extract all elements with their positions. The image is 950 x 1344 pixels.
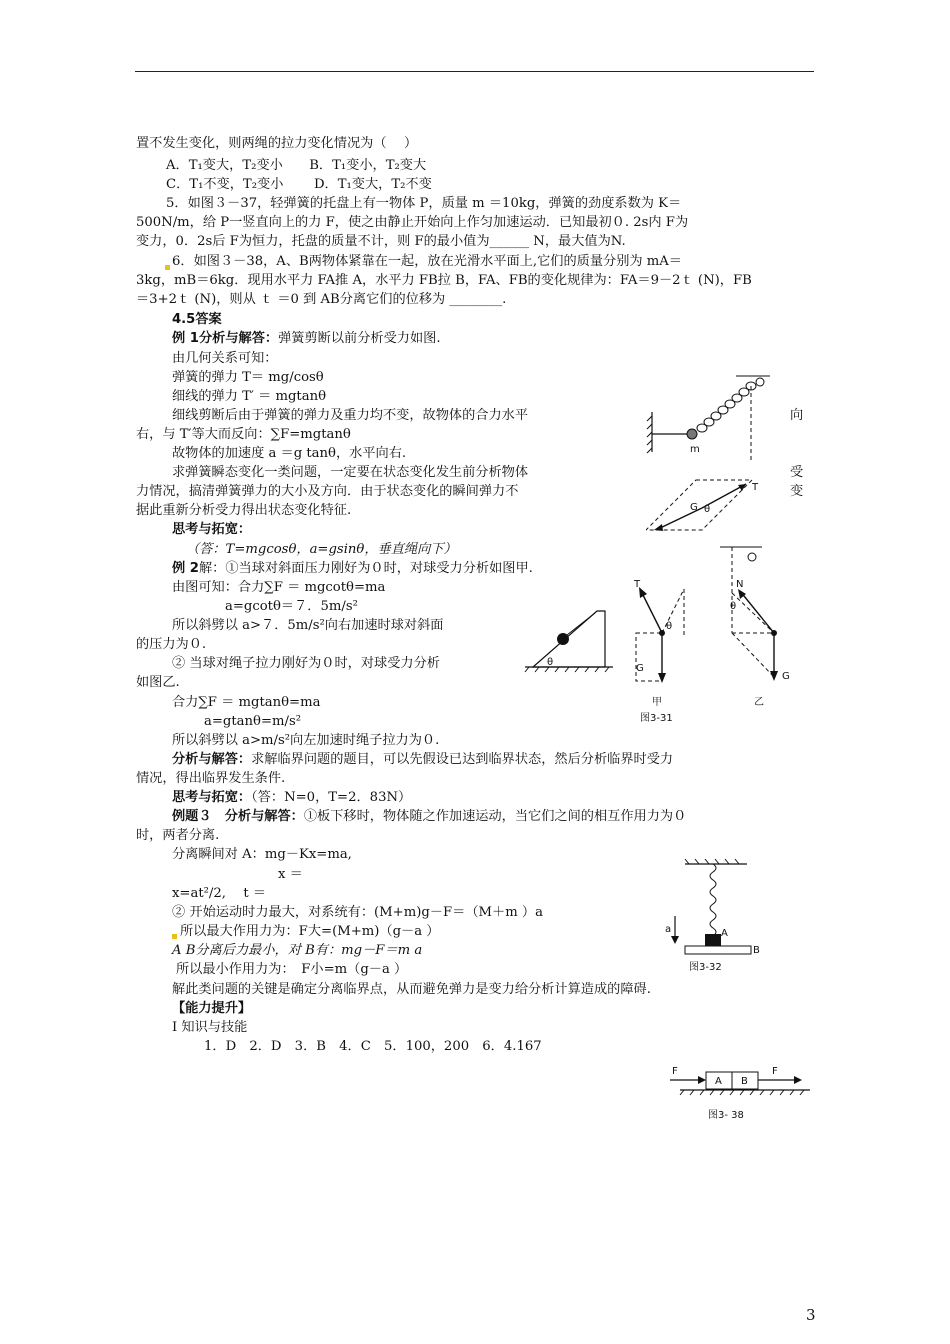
example-3-line	[172, 808, 686, 826]
text-line: 时，两者分离.	[136, 828, 220, 843]
fig338-FB-label: F	[772, 1066, 778, 1077]
option-line: A．T₁变大，T₂变小 B．T₁变小，T₂变大	[166, 158, 427, 173]
text-line: a=gtanθ=m/s²	[204, 714, 302, 729]
text-line: 故物体的加速度 a ＝g tanθ，水平向右.	[172, 446, 407, 461]
fig331-N-label: N	[736, 579, 744, 590]
text-line: 置不发生变化，则两绳的拉力变化情况为（ ）	[136, 136, 418, 151]
fig332-a-label: a	[665, 924, 672, 935]
spring-ball-figure	[644, 372, 772, 468]
analysis-text: 求解临界问题的题目，可以先假设已达到临界状态，然后分析临界时受力	[251, 752, 674, 767]
text-line: ＝3+2ｔ (N)，则从 ｔ ＝0 到 AB分离它们的位移为 ________.	[136, 292, 507, 307]
page-number: 3	[806, 1306, 816, 1324]
text-line: 力情况，搞清弹簧弹力的大小及方向．由于状态变化的瞬间弹力不	[136, 484, 519, 499]
section-heading: 4.5答案	[172, 312, 222, 327]
header-rule	[135, 71, 814, 72]
answer-key: 1．D 2．D 3．B 4．C 5．100，200 6．4.167	[204, 1039, 542, 1054]
figure-3-31	[632, 545, 802, 725]
text-line: 由图可知：合力∑F ＝ mgcotθ=ma	[172, 580, 386, 595]
think-heading: 思考与拓宽：	[172, 522, 252, 537]
text-line: 受	[790, 465, 804, 480]
text-line: 如图乙.	[136, 675, 180, 690]
fig1-theta-label: θ	[704, 504, 711, 515]
problem-5: 5．如图３－37，轻弹簧的托盘上有一物体 P，质量 m ＝10kg，弹簧的劲度系数为 K＝	[166, 196, 682, 211]
figure-3-38	[668, 1062, 818, 1128]
fig331-theta1-label: θ	[666, 621, 673, 632]
option-line: C．T₁不变，T₂变小 D．T₁变大，T₂不变	[166, 177, 432, 192]
think-heading: 思考与拓宽：	[172, 790, 252, 805]
think-line	[172, 789, 411, 807]
fig1-T-label: T	[752, 482, 759, 493]
example-1-line	[172, 330, 441, 348]
text-line: 分离瞬间对 A：mg－Kx=ma,	[172, 847, 352, 862]
text-line: 向	[790, 408, 804, 423]
force-parallelogram-figure	[646, 474, 766, 542]
fig338-A-label: A	[715, 1076, 722, 1087]
example-1-text: 弹簧剪断以前分析受力如图.	[278, 331, 441, 346]
text-line: 所以最大作用力为：F大=(M+m)（g－a ）	[180, 924, 440, 939]
analysis-line	[172, 751, 673, 769]
example-3-text: ①板下移时，物体随之作加速运动，当它们之间的相互作用力为０	[303, 809, 687, 824]
text-line: 细线剪断后由于弹簧的弹力及重力均不变，故物体的合力水平	[172, 408, 529, 423]
text-line: 由几何关系可知：	[172, 351, 278, 366]
fig338-caption: 图3- 38	[708, 1110, 744, 1121]
fig331-T-label: T	[634, 579, 641, 590]
text-line: a=gcotθ＝７．5m/s²	[225, 599, 358, 614]
text-line: x ＝	[278, 867, 303, 882]
fig1-m-label: m	[690, 444, 700, 455]
fig332-caption: 图3-32	[689, 962, 722, 973]
text-line: I 知识与技能	[172, 1020, 248, 1035]
text-line: 所以最小作用力为： F小=m（g－a ）	[176, 962, 408, 977]
text-line: 所以斜劈以 a>m/s²向左加速时绳子拉力为０.	[172, 733, 440, 748]
example-3-heading: 例题３ 分析与解答：	[172, 809, 304, 824]
text-line: 所以斜劈以 a>７．5m/s²向右加速时球对斜面	[172, 618, 444, 633]
fig331-theta2-label: θ	[730, 601, 737, 612]
text-line: 解此类问题的关键是确定分离临界点，从而避免弹力是变力给分析计算造成的障碍.	[172, 982, 651, 997]
text-line: ② 开始运动时力最大，对系统有：(M+m)g－F＝（M＋m ）a	[172, 905, 543, 920]
text-line: 变力，0．2s后 F为恒力，托盘的质量不计，则 F的最小值为______ N，最大值为N.	[136, 234, 626, 249]
text-line: 的压力为０.	[136, 637, 207, 652]
highlight-mark	[165, 265, 170, 270]
fig331-caption: 图3-31	[640, 713, 673, 724]
fig338-FA-label: F	[672, 1066, 678, 1077]
text-line: ② 当球对绳子拉力刚好为０时，对球受力分析	[172, 656, 440, 671]
text-line: 500N/m，给 P一竖直向上的力 F，使之由静止开始向上作匀加速运动．已知最初０. 2s内 F为	[136, 215, 689, 230]
text-line: 细线的弹力 T′ ＝ mgtanθ	[172, 389, 327, 404]
example-2-text: 解：①当球对斜面压力刚好为０时，对球受力分析如图甲.	[198, 561, 533, 576]
fig1-G-label: G	[690, 502, 698, 513]
incline-ball-figure	[523, 605, 615, 675]
text-line: 右，与 T′等大而反向：∑F=mgtanθ	[136, 427, 351, 442]
text-line: 变	[790, 484, 804, 499]
fig338-B-label: B	[741, 1076, 748, 1087]
text-line: 求弹簧瞬态变化一类问题，一定要在状态变化发生前分析物体	[172, 465, 529, 480]
analysis-heading: 分析与解答：	[172, 752, 252, 767]
highlight-mark	[172, 934, 177, 939]
fig332-B-label: B	[753, 945, 760, 956]
text-line: x=at²/2, t ＝	[172, 886, 267, 901]
think-answer: （答：N=0，T=2．83N）	[251, 790, 412, 805]
text-line: 合力∑F ＝ mgtanθ=ma	[172, 695, 321, 710]
text-line: A B分离后力最小，对 B有：mg－F＝m a	[172, 943, 423, 958]
example-1-heading: 例 1分析与解答：	[172, 331, 279, 346]
text-line: 弹簧的弹力 T＝ mg/cosθ	[172, 370, 324, 385]
text-line: 情况，得出临界发生条件.	[136, 771, 286, 786]
text-line: 据此重新分析受力得出状态变化特征.	[136, 503, 352, 518]
ability-heading: 【能力提升】	[172, 1001, 252, 1016]
fig2-theta-label: θ	[547, 657, 554, 668]
fig331-yi-label: 乙	[754, 697, 764, 708]
fig332-A-label: A	[721, 928, 728, 939]
problem-6: 6．如图３－38，A、B两物体紧靠在一起，放在光滑水平面上,它们的质量分别为 mA＝	[172, 254, 682, 269]
text-line: 3kg，mB＝6kg．现用水平力 FA推 A，水平力 FB拉 B，FA、FB的变化规律为：FA＝9－2ｔ (N)，FB	[136, 273, 752, 288]
fig331-jia-label: 甲	[652, 697, 662, 708]
fig331-G2-label: G	[782, 671, 790, 682]
fig331-G1-label: G	[636, 663, 644, 674]
think-answer: （答：T=mgcosθ，a=gsinθ，垂直绳向下）	[186, 542, 457, 557]
example-2-line	[172, 560, 533, 578]
example-2-heading: 例 2	[172, 561, 199, 576]
figure-3-32	[655, 858, 765, 974]
